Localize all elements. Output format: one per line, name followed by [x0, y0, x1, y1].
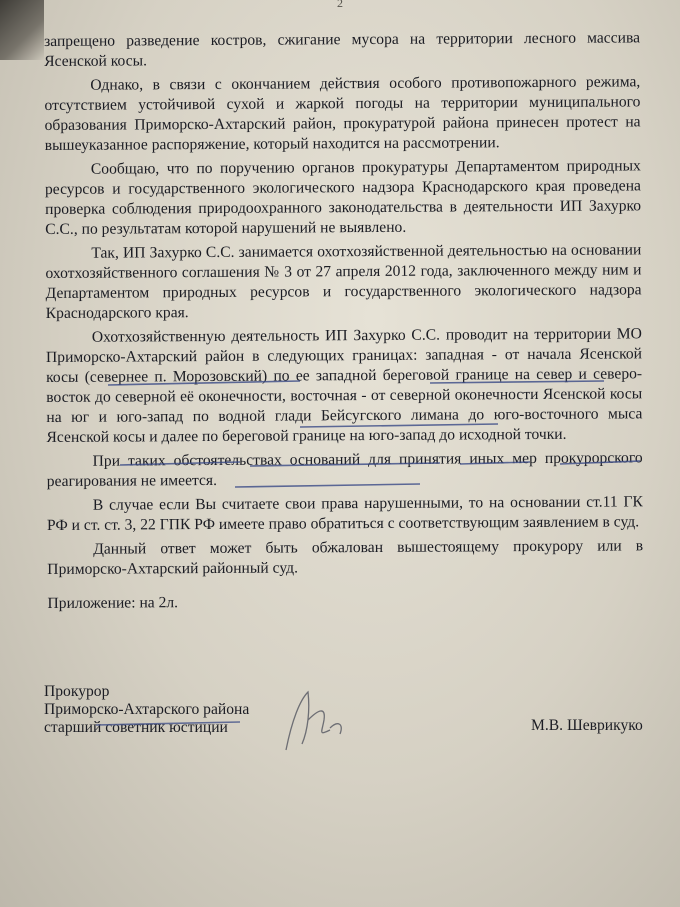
letter-body	[44, 28, 644, 618]
signatory-name: М.В. Шеврикуко	[531, 717, 643, 734]
paragraph-4: Так, ИП Захурко С.С. занимается охотхозяйственной деятельностью на основании охотхозяйственного соглашения № 3 от 27 апреля 2012 года, заключенного между ним и Департаментом природных ресурсов и государственного экологического надзора Краснодарского края.	[45, 241, 642, 322]
paragraph-1: запрещено разведение костров, сжигание мусора на территории лесного массива Ясенской косы.	[44, 29, 641, 70]
paragraph-6: При таких обстоятельствах оснований для принятия иных мер прокурорского реагирования не имеется.	[46, 449, 643, 490]
signatory-title-3: старший советник юстиции	[44, 719, 228, 736]
signatory-title-1: Прокурор	[44, 683, 110, 700]
handwritten-signature	[278, 680, 358, 760]
page-number: 2	[337, 0, 343, 10]
paragraph-3: Сообщаю, что по поручению органов прокуратуры Департаментом природных ресурсов и государственного экологического надзора Краснодарского края проведена проверка соблюдения природоохранного законодательства в деятельности ИП Захурко С.С., по результатам которой нарушений не выявлено.	[44, 157, 642, 238]
paragraph-7: В случае если Вы считаете свои права нарушенными, то на основании ст.11 ГК РФ и ст. ст. 3, 22 ГПК РФ имеете право обратиться с соответствующим заявлением в суд.	[46, 493, 643, 534]
attachment-note: Приложение: на 2л.	[47, 594, 179, 612]
signatory-title-2: Приморско-Ахтарского района	[44, 701, 250, 718]
paragraph-8: Данный ответ может быть обжалован вышестоящему прокурору или в Приморско-Ахтарский районный суд.	[47, 537, 644, 578]
signatory-block	[44, 683, 249, 737]
paragraph-2: Однако, в связи с окончанием действия особого противопожарного режима, отсутствием устойчивой сухой и жаркой погоды на территории муниципального образования Приморско-Ахтарский район, прокуратурой района принесен протест на вышеуказанное распоряжение, который находится на рассмотрении.	[44, 73, 641, 154]
page-fold-shadow	[0, 0, 44, 60]
paragraph-5: Охотхозяйственную деятельность ИП Захурко С.С. проводит на территории МО Приморско-Ахтарский район в следующих границах: западная - от начала Ясенской косы (севернее п. Морозовский) по ее западной береговой границе на север и северо-восток до северной её оконечности, восточная - от северной оконечности Ясенской косы на юг и юго-запад по водной глади Бейсугского лимана до юго-восточного мыса Ясенской косы и далее по береговой границе на юго-запад до исходной точки.	[45, 325, 643, 446]
